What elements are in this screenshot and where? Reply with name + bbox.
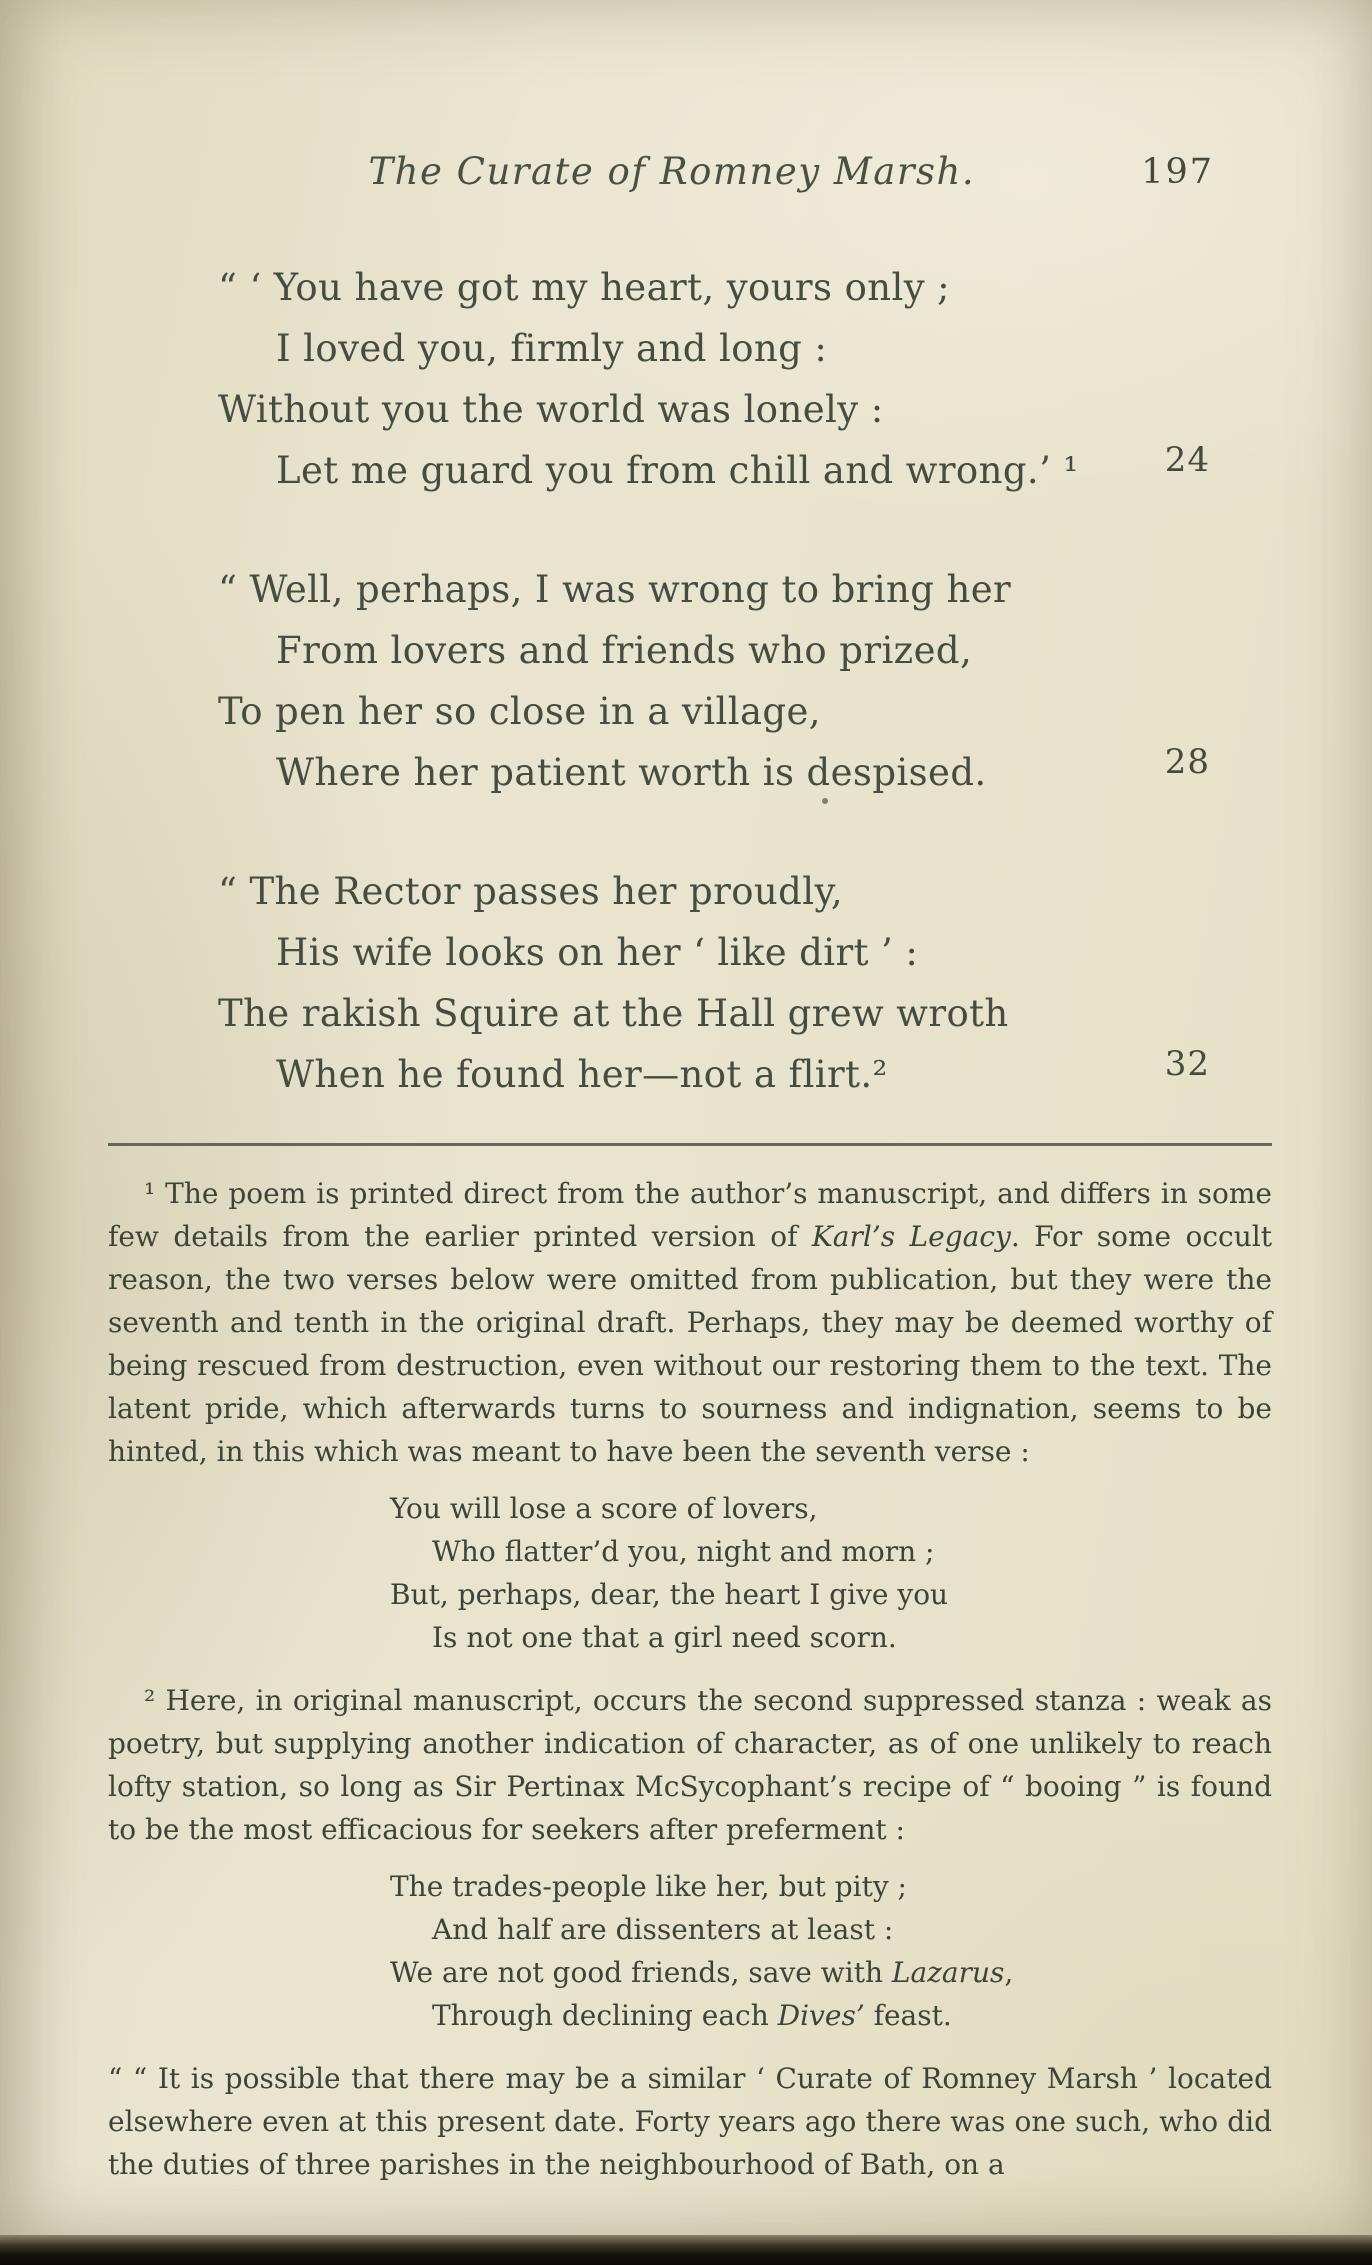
stanza-3 — [218, 861, 1272, 1105]
poem-line: To pen her so close in a village, — [218, 690, 821, 733]
stanza-line-number: 32 — [1164, 1044, 1210, 1084]
footnote-verse-line: But, perhaps, dear, the heart I give you — [390, 1578, 949, 1611]
footnote-verse-line: Is not one that a girl need scorn. — [432, 1621, 897, 1654]
poem-line: Let me guard you from chill and wrong.’ ¹ — [276, 449, 1079, 492]
page-header — [108, 150, 1272, 202]
page-content — [0, 150, 1372, 2186]
footnote-verse-line: The trades-people like her, but pity ; — [390, 1870, 907, 1903]
footnote-separator-rule — [108, 1143, 1272, 1146]
running-title: The Curate of Romney Marsh. — [368, 150, 976, 193]
poem-line: From lovers and friends who prized, — [276, 629, 973, 672]
poem-line: The rakish Squire at the Hall grew wroth — [218, 992, 1009, 1035]
poem-line: I loved you, firmly and long : — [276, 327, 828, 370]
footnote-continuation-paragraph: “ “ It is possible that there may be a similar ‘ Curate of Romney Marsh ’ located elsewhere even at this present date. Forty years ago there was one such, who did the duties of three parishes in the neighbourhood of Bath, on a — [108, 2062, 1272, 2181]
poem-line: When he found her—not a flirt.² — [276, 1053, 888, 1096]
poem-line: His wife looks on her ‘ like dirt ’ : — [276, 931, 919, 974]
footnote-verse-line: Through declining each Dives’ feast. — [432, 1999, 952, 2032]
footnote-verse-line: And half are dissenters at least : — [432, 1913, 894, 1946]
stanza-line-number: 24 — [1164, 440, 1210, 480]
poem-line: “ ‘ You have got my heart, yours only ; — [218, 266, 951, 309]
footnote-verse-line: Who flatter’d you, night and morn ; — [432, 1535, 935, 1568]
poem-line: Without you the world was lonely : — [218, 388, 884, 431]
poem-line: Where her patient worth is despised. — [276, 751, 987, 794]
footnote-2-paragraph: ² Here, in original manuscript, occurs the second suppressed stanza : weak as poetry, but supplying another indication of character, as of one unlikely to reach lofty station, so long as Sir Pertinax McSycophant’s recipe of “ booing ” is found to be the most efficacious for seekers after preferment : — [108, 1684, 1272, 1846]
footnote-2-verse — [390, 1865, 1014, 2037]
footnote-1-paragraph: ¹ The poem is printed direct from the author’s manuscript, and differs in some few details from the earlier printed version of Karl’s Legacy. For some occult reason, the two verses below were omitted from publication, but they were the seventh and tenth in the original draft. Perhaps, they may be deemed worthy of being rescued from destruction, even without our restoring them to the text. The latent pride, which afterwards turns to sourness and indignation, seems to be hinted, in this which was meant to have been the seventh verse : — [108, 1177, 1272, 1468]
poem-line: “ The Rector passes her proudly, — [218, 870, 843, 913]
footnotes-section — [108, 1172, 1272, 2186]
poem — [108, 257, 1272, 1105]
printing-speck — [822, 798, 828, 804]
footnote-verse-line: We are not good friends, save with Lazarus, — [390, 1956, 1014, 1989]
footnote-verse-line: You will lose a score of lovers, — [390, 1492, 818, 1525]
scan-bottom-edge — [0, 2235, 1372, 2265]
stanza-line-number: 28 — [1164, 742, 1210, 782]
poem-line: “ Well, perhaps, I was wrong to bring her — [218, 568, 1012, 611]
footnote-1-verse — [390, 1487, 990, 1659]
stanza-2 — [218, 559, 1272, 803]
page-number: 197 — [1141, 152, 1214, 192]
stanza-1 — [218, 257, 1272, 501]
